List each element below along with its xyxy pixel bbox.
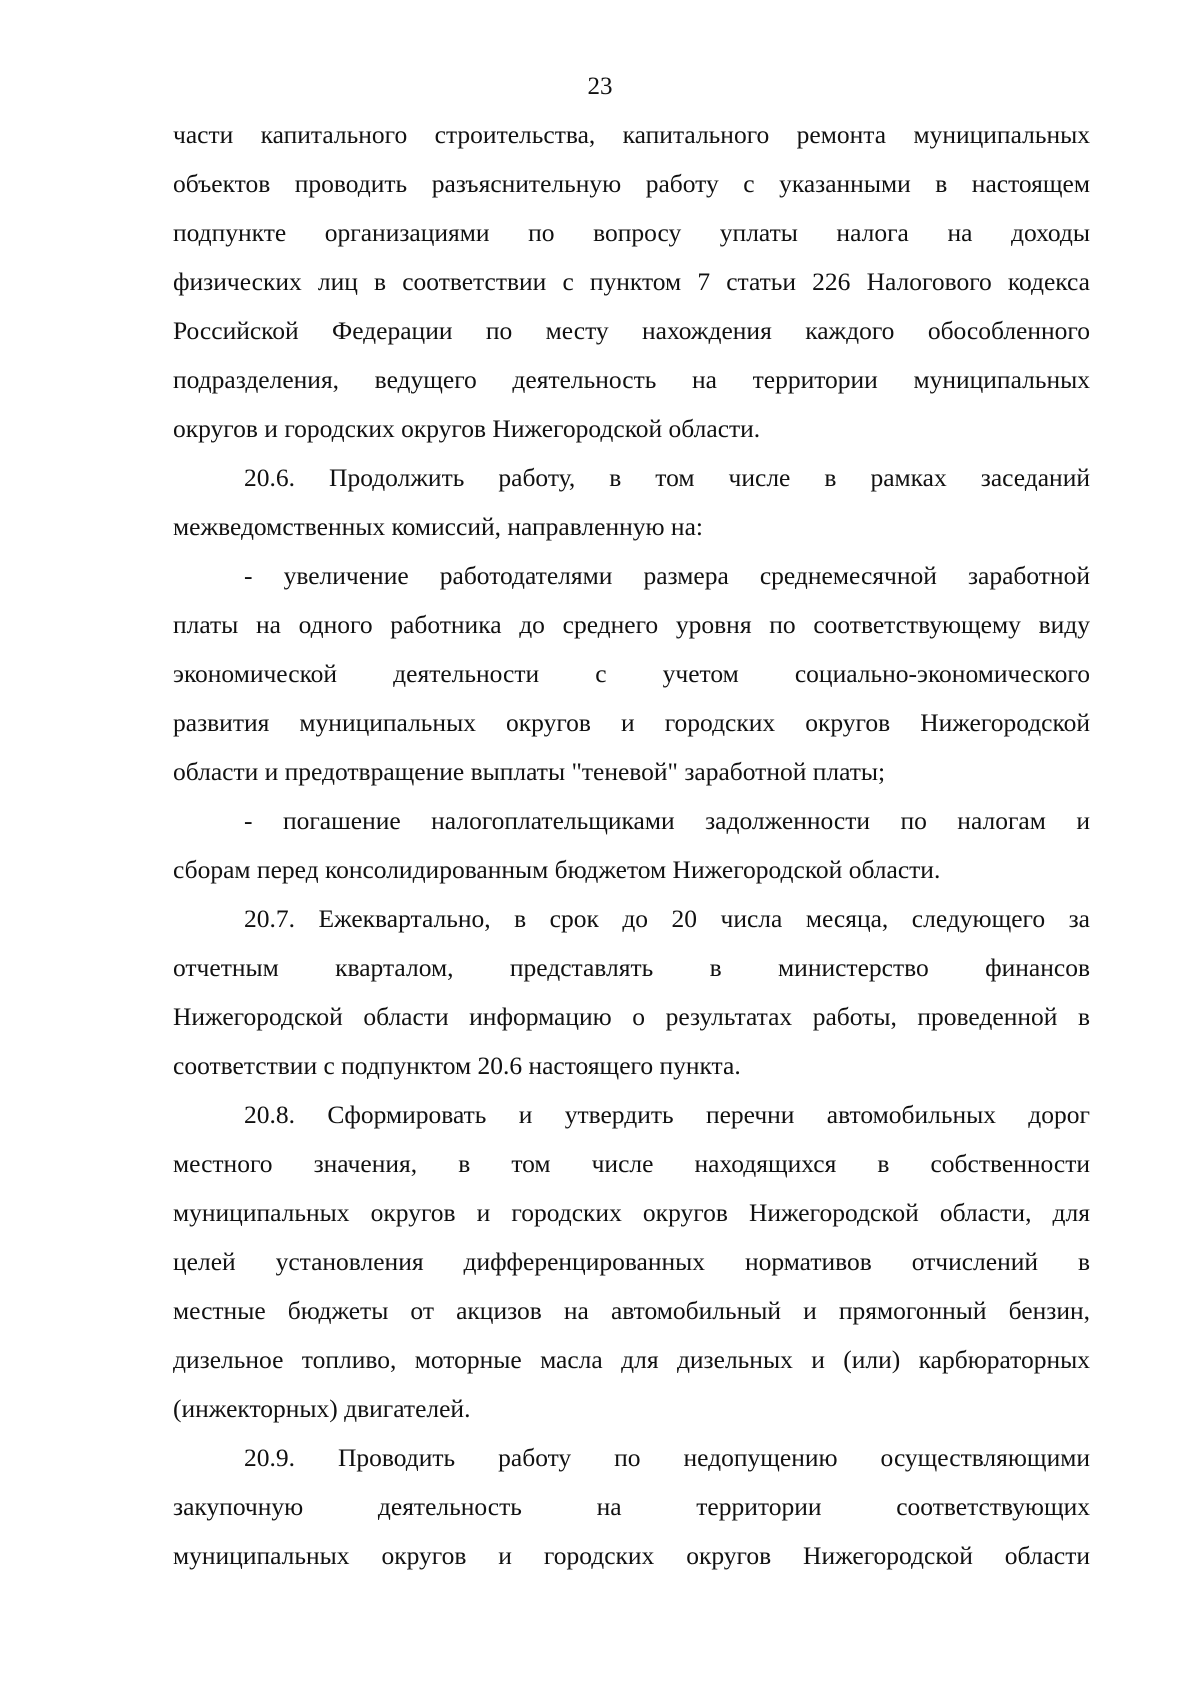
text-line: округов и городских округов Нижегородской области. <box>173 414 761 443</box>
text-line: платы на одного работника до среднего уровня по соответствующему виду <box>173 610 1090 639</box>
text-line: дизельное топливо, моторные масла для дизельных и (или) карбюраторных <box>173 1345 1090 1374</box>
text-line: 20.9. Проводить работу по недопущению осуществляющими <box>244 1443 1090 1472</box>
text-line: - погашение налогоплательщиками задолженности по налогам и <box>244 806 1090 835</box>
text-line: сборам перед консолидированным бюджетом Нижегородской области. <box>173 855 941 884</box>
text-line: целей установления дифференцированных нормативов отчислений в <box>173 1247 1090 1276</box>
text-line: части капитального строительства, капитального ремонта муниципальных <box>173 120 1090 149</box>
text-line: экономической деятельности с учетом социально-экономического <box>173 659 1090 688</box>
text-line: (инжекторных) двигателей. <box>173 1394 471 1423</box>
text-line: 20.6. Продолжить работу, в том числе в рамках заседаний <box>244 463 1090 492</box>
text-line: физических лиц в соответствии с пунктом 7 статьи 226 Налогового кодекса <box>173 267 1090 296</box>
text-line: Нижегородской области информацию о результатах работы, проведенной в <box>173 1002 1090 1031</box>
text-line: межведомственных комиссий, направленную на: <box>173 512 703 541</box>
text-line: местного значения, в том числе находящихся в собственности <box>173 1149 1090 1178</box>
text-line: подразделения, ведущего деятельность на территории муниципальных <box>173 365 1090 394</box>
text-line: 20.7. Ежеквартально, в срок до 20 числа месяца, следующего за <box>244 904 1090 933</box>
text-line: отчетным кварталом, представлять в министерство финансов <box>173 953 1090 982</box>
text-line: подпункте организациями по вопросу уплаты налога на доходы <box>173 218 1090 247</box>
text-line: муниципальных округов и городских округов Нижегородской области <box>173 1541 1090 1570</box>
text-line: объектов проводить разъяснительную работу с указанными в настоящем <box>173 169 1090 198</box>
text-line: - увеличение работодателями размера среднемесячной заработной <box>244 561 1090 590</box>
text-line: области и предотвращение выплаты "теневой" заработной платы; <box>173 757 886 786</box>
text-line: закупочную деятельность на территории соответствующих <box>173 1492 1090 1521</box>
text-line: муниципальных округов и городских округов Нижегородской области, для <box>173 1198 1090 1227</box>
text-line: 20.8. Сформировать и утвердить перечни автомобильных дорог <box>244 1100 1090 1129</box>
document-body <box>173 110 1090 1580</box>
page-number: 23 <box>587 73 613 100</box>
text-line: развития муниципальных округов и городских округов Нижегородской <box>173 708 1090 737</box>
text-line: местные бюджеты от акцизов на автомобильный и прямогонный бензин, <box>173 1296 1090 1325</box>
text-line: Российской Федерации по месту нахождения каждого обособленного <box>173 316 1090 345</box>
text-line: соответствии с подпунктом 20.6 настоящего пункта. <box>173 1051 741 1080</box>
